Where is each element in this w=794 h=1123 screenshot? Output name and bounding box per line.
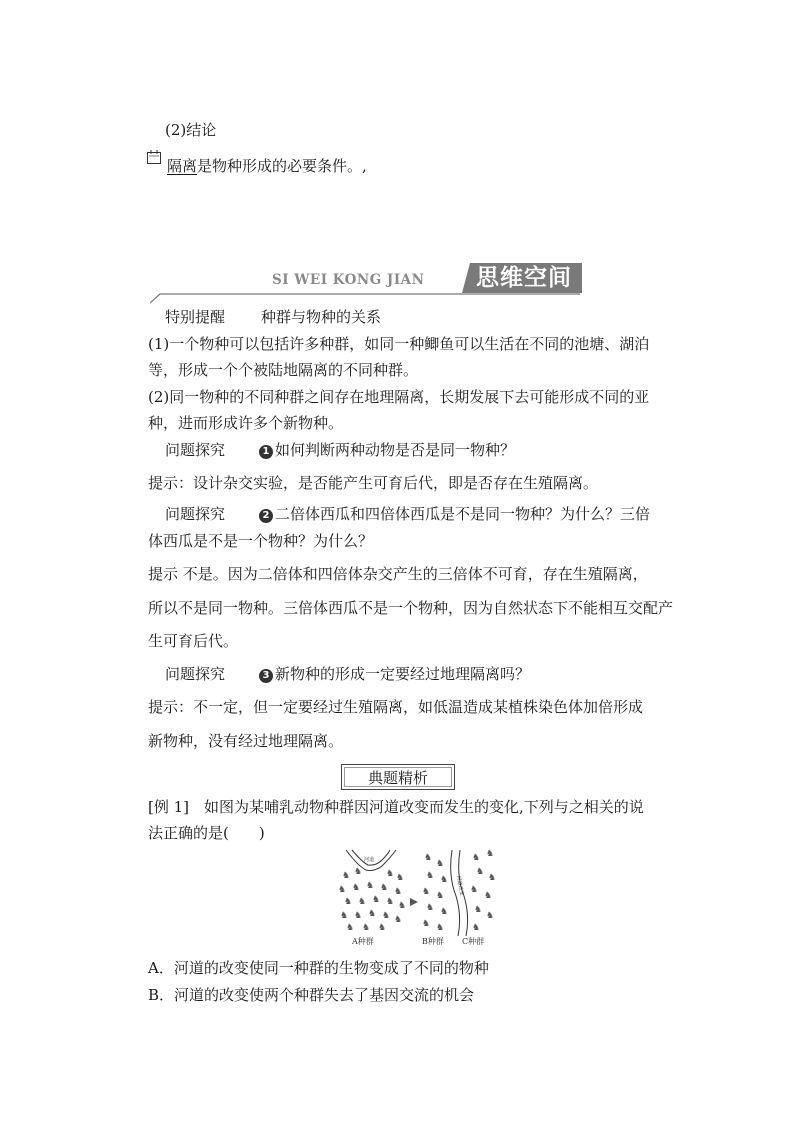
example-stem-line2: 法正确的是( ) (148, 824, 265, 842)
special-p1-line2: 等，形成一个个被陆地隔离的不同种群。 (148, 361, 419, 379)
conclusion-note (167, 155, 367, 177)
svg-text:♞: ♞ (396, 873, 405, 883)
label-population-c: C种群 (462, 937, 485, 946)
svg-text:♞: ♞ (346, 923, 355, 933)
conclusion-heading: (2)结论 (165, 121, 217, 139)
banner-pinyin: SI WEI KONG JIAN (272, 272, 425, 288)
svg-text:♞: ♞ (338, 885, 347, 895)
inquiry-answer-2-line3: 生可育后代。 (148, 632, 239, 650)
inquiry-answer-2-line1: 提示 不是。因为二倍体和四倍体杂交产生的三倍体不可育，存在生殖隔离， (148, 565, 648, 583)
option-b: B．河道的改变使两个种群失去了基因交流的机会 (148, 986, 475, 1004)
example-section-title: 典题精析 (341, 764, 455, 790)
svg-text:♞: ♞ (342, 871, 351, 881)
conclusion-underlined-term: 隔离 (167, 157, 198, 175)
svg-text:♞: ♞ (440, 875, 449, 885)
svg-text:♞: ♞ (440, 907, 449, 917)
inquiry-question-2-text: 二倍体西瓜和四倍体西瓜是不是同一物种？为什么？三倍 (275, 505, 651, 523)
inquiry-question-3 (259, 663, 530, 685)
population-b-animals (422, 853, 448, 933)
number-3-icon: 3 (259, 669, 273, 683)
inquiry-question-1 (259, 439, 515, 461)
inquiry-label-3: 问题探究 (165, 665, 226, 683)
svg-text:♞: ♞ (340, 911, 349, 921)
banner-underline (150, 292, 580, 304)
svg-text:♞: ♞ (436, 891, 445, 901)
svg-text:♞: ♞ (436, 923, 445, 933)
special-title: 种群与物种的关系 (261, 308, 382, 326)
special-p1-line1: (1)一个物种可以包括许多种群，如同一种鲫鱼可以生活在不同的池塘、湖泊 (148, 335, 650, 353)
svg-text:♞: ♞ (426, 871, 435, 881)
inquiry-question-2-line1 (259, 503, 650, 525)
svg-text:♞: ♞ (372, 895, 381, 905)
svg-text:♞: ♞ (470, 885, 479, 895)
svg-text:♞: ♞ (354, 867, 363, 877)
inquiry-answer-1: 提示：设计杂交实验，是否能产生可育后代，即是否存在生殖隔离。 (148, 474, 599, 492)
right-river-label: 河道改变 (455, 875, 465, 897)
svg-text:♞: ♞ (394, 915, 403, 925)
svg-text:♞: ♞ (424, 853, 433, 863)
label-population-a: A种群 (352, 937, 374, 946)
svg-text:♞: ♞ (362, 923, 371, 933)
svg-text:♞: ♞ (486, 911, 495, 921)
svg-text:♞: ♞ (366, 881, 375, 891)
conclusion-note-text: 是物种形成的必要条件。, (197, 157, 367, 175)
left-river-label: 河道 (364, 857, 375, 863)
svg-text:♞: ♞ (382, 911, 391, 921)
special-p2-line1: (2)同一物种的不同种群之间存在地理隔离，长期发展下去可能形成不同的亚 (148, 388, 650, 406)
population-c-animals (470, 849, 496, 933)
svg-text:♞: ♞ (484, 891, 493, 901)
svg-text:♞: ♞ (368, 909, 377, 919)
special-p2-line2: 种，进而形成许多个新物种。 (148, 414, 344, 432)
svg-text:♞: ♞ (436, 859, 445, 869)
svg-text:♞: ♞ (352, 883, 361, 893)
inquiry-question-1-text: 如何判断两种动物是否是同一物种？ (275, 441, 516, 459)
svg-text:♞: ♞ (422, 887, 431, 897)
inquiry-answer-3-line1: 提示：不一定，但一定要经过生殖隔离，如低温造成某植株染色体加倍形成 (148, 698, 644, 716)
svg-text:♞: ♞ (354, 911, 363, 921)
inquiry-answer-2-line2: 所以不是同一物种。三倍体西瓜不是一个物种，因为自然状态下不能相互交配产 (148, 599, 674, 617)
svg-text:♞: ♞ (476, 867, 485, 877)
label-population-b: B种群 (422, 937, 444, 946)
option-a: A．河道的改变使同一种群的生物变成了不同的物种 (148, 959, 489, 977)
transition-arrow-icon (410, 898, 418, 906)
number-1-icon: 1 (259, 445, 273, 459)
svg-text:♞: ♞ (488, 873, 497, 883)
inquiry-label-2: 问题探究 (165, 505, 226, 523)
svg-text:♞: ♞ (378, 923, 387, 933)
population-figure (330, 846, 500, 950)
svg-text:♞: ♞ (472, 853, 481, 863)
banner-title: 思维空间 (476, 264, 572, 291)
svg-text:♞: ♞ (422, 919, 431, 929)
svg-text:♞: ♞ (394, 887, 403, 897)
svg-text:♞: ♞ (398, 901, 407, 911)
svg-text:♞: ♞ (380, 883, 389, 893)
svg-text:♞: ♞ (486, 849, 495, 859)
population-a-animals (338, 867, 406, 933)
inquiry-question-3-text: 新物种的形成一定要经过地理隔离吗？ (275, 665, 531, 683)
svg-text:♞: ♞ (358, 897, 367, 907)
inquiry-question-2-line2: 体西瓜是不是一个物种？为什么？ (148, 532, 374, 550)
inquiry-answer-3-line2: 新物种，没有经过地理隔离。 (148, 732, 344, 750)
svg-text:♞: ♞ (386, 897, 395, 907)
notebook-icon (147, 149, 161, 164)
svg-text:♞: ♞ (344, 897, 353, 907)
special-label: 特别提醒 (165, 308, 226, 326)
inquiry-label-1: 问题探究 (165, 441, 226, 459)
example-stem-line1: [例 1] 如图为某哺乳动物种群因河道改变而发生的变化,下列与之相关的说 (148, 798, 644, 816)
number-2-icon: 2 (259, 509, 273, 523)
svg-text:♞: ♞ (474, 905, 483, 915)
svg-text:♞: ♞ (472, 923, 481, 933)
svg-text:♞: ♞ (426, 903, 435, 913)
svg-text:♞: ♞ (386, 869, 395, 879)
